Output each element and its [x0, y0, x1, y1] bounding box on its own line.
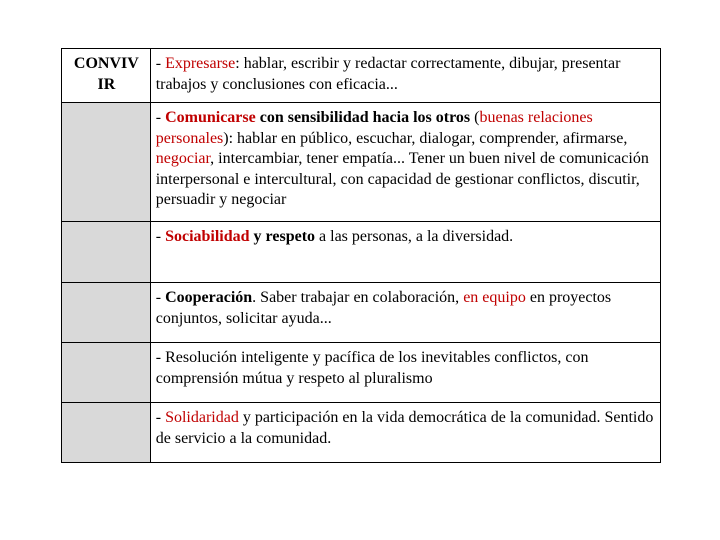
row-solidaridad: [150, 403, 660, 463]
table-row: [62, 343, 661, 403]
row-expresarse: [150, 49, 660, 103]
term-solidaridad: Solidaridad: [165, 409, 239, 426]
row-comunicarse: [150, 103, 660, 222]
row-text: ): hablar en público, escuchar, dialogar, comprender, afirmarse,: [223, 129, 628, 147]
bold-phrase: con sensibilidad hacia los otros: [255, 109, 471, 126]
bold-phrase: y respeto: [249, 228, 316, 245]
row-text: : hablar, escribir y redactar correctamente, dibujar, presentar trabajos y conclusiones con eficacia...: [155, 55, 621, 93]
term-expresarse: Expresarse: [165, 55, 236, 72]
table-row: [62, 283, 661, 343]
category-label-cell-empty: [62, 222, 151, 283]
row-text: a las personas, a la diversidad.: [315, 228, 514, 245]
category-label-line-1: CONVIV: [73, 55, 139, 72]
term-cooperacion: Cooperación: [165, 289, 253, 306]
table-row: [62, 49, 661, 103]
table-row: [62, 103, 661, 222]
term-comunicarse: Comunicarse: [165, 109, 256, 126]
term-buenas-relaciones: buenas relaciones personales: [155, 109, 593, 147]
row-prefix: -: [155, 109, 166, 126]
category-label-cell-empty: [62, 283, 151, 343]
term-en-equipo: en equipo: [463, 289, 526, 306]
category-label-line-2: IR: [97, 75, 116, 93]
term-negociar: negociar: [155, 150, 211, 167]
row-text: , intercambiar, tener empatía... Tener un buen nivel de comunicación interpersonal e intercultural, con capacidad de gestionar conflictos, discutir, persuadir y negociar: [155, 150, 649, 208]
row-prefix: -: [155, 55, 166, 72]
competency-table: [61, 48, 661, 463]
row-text: . Saber trabajar en colaboración,: [252, 289, 464, 306]
row-text: y participación en la vida democrática de la comunidad. Sentido de servicio a la comunidad.: [155, 409, 654, 447]
row-prefix: -: [155, 409, 166, 426]
table-row: [62, 403, 661, 463]
row-cooperacion: [150, 283, 660, 343]
row-text: (: [470, 109, 480, 126]
row-prefix: -: [155, 228, 166, 245]
category-label-cell-empty: [62, 403, 151, 463]
row-resolucion: - Resolución inteligente y pacífica de los inevitables conflictos, con comprensión mútua y respeto al pluralismo: [150, 343, 660, 403]
row-sociabilidad: [150, 222, 660, 283]
row-prefix: -: [155, 289, 166, 306]
term-sociabilidad: Sociabilidad: [165, 228, 250, 245]
category-label-cell: [62, 49, 151, 103]
category-label-cell-empty: [62, 103, 151, 222]
category-label-cell-empty: [62, 343, 151, 403]
table-row: [62, 222, 661, 283]
row-text: en proyectos conjuntos, solicitar ayuda...: [155, 289, 612, 327]
